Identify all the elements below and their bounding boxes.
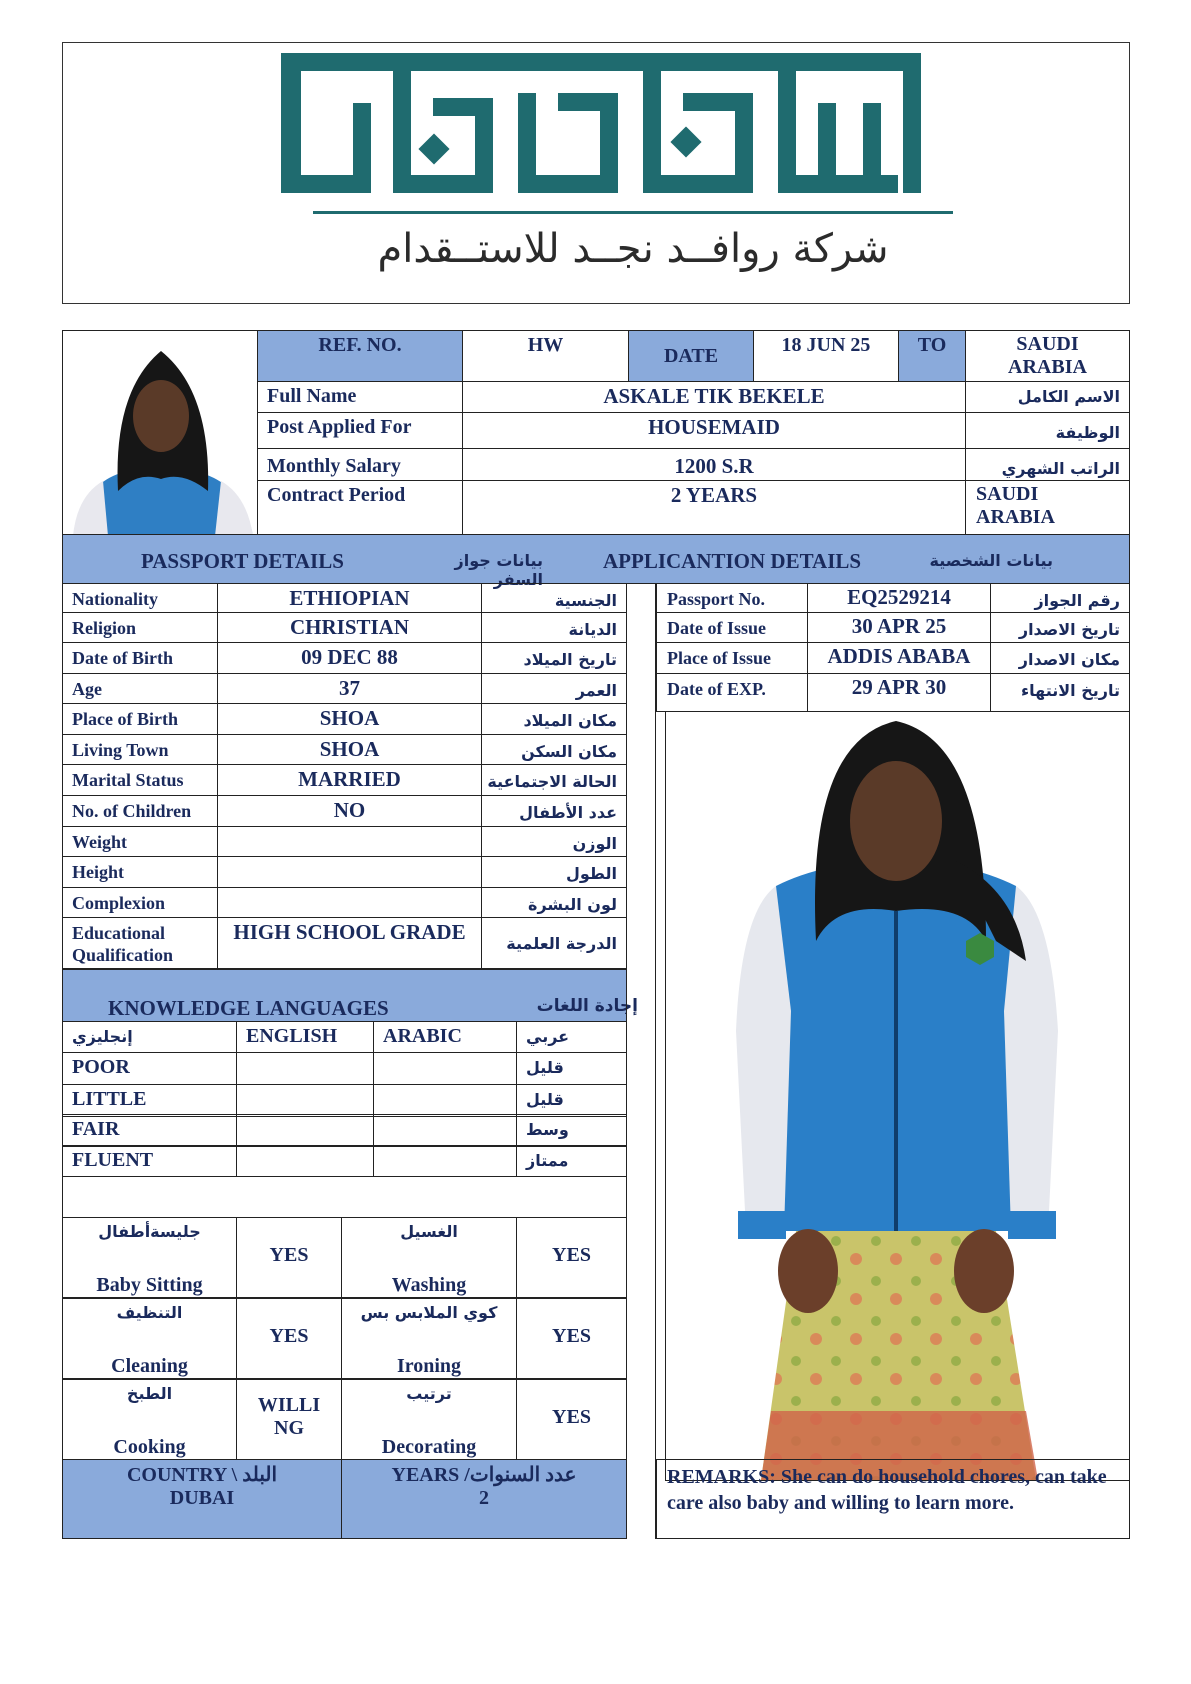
personal-label: Marital Status [62,764,218,796]
lang-col-arabic: ARABIC [373,1021,517,1053]
language-level: FAIR [62,1114,237,1147]
company-name: شركة روافــد نجــد للاستــقدام [377,226,889,272]
contract-label: Contract Period [257,480,463,535]
skill-right-ar: ترتيب [406,1384,452,1403]
language-english-cell [236,1084,374,1117]
skill-left-value: WILLI NG [236,1379,342,1460]
language-level-ar: قليل [516,1084,627,1117]
skill-right-en: Decorating [381,1436,477,1458]
language-level-ar: ممتاز [516,1145,627,1177]
post-label: Post Applied For [257,412,463,449]
skill-right-ar: كوي الملابس بس [360,1303,498,1322]
to-label: TO [898,330,966,382]
personal-value [217,856,482,888]
lang-col-english-ar: إنجليزي [62,1021,237,1053]
date-value: 18 JUN 25 [753,330,899,382]
salary-label: Monthly Salary [257,448,463,481]
applicant-photo-large-frame [665,711,1130,1481]
passport-value-ar: تاريخ الانتهاء [990,673,1130,712]
personal-label: Height [62,856,218,888]
personal-label: No. of Children [62,795,218,827]
personal-value-ar: العمر [481,673,627,704]
skill-right [341,1298,517,1379]
personal-value-ar: مكان السكن [481,734,627,765]
personal-value-ar: مكان الميلاد [481,703,627,735]
applicant-photo-large [666,711,1129,1480]
salary-value: 1200 S.R [462,448,966,481]
personal-label: Date of Birth [62,642,218,674]
remarks: REMARKS: She can do household chores, can take care also baby and willing to learn more. [656,1459,1130,1539]
languages-title: KNOWLEDGE LANGUAGES [108,996,389,1020]
to-value: SAUDI ARABIA [965,330,1130,382]
applicant-photo-small-frame [62,330,258,535]
passport-label: Passport No. [656,583,808,613]
full-name-label: Full Name [257,381,463,413]
personal-value: 09 DEC 88 [217,642,482,674]
skill-right-en: Washing [391,1274,467,1296]
full-name-ar: الاسم الكامل [965,381,1130,413]
skill-left-ar: جليسةأطفال [98,1222,201,1241]
personal-label: Educational Qualification [62,917,218,969]
skill-right [341,1379,517,1460]
application-details-title-ar: بيانات الشخصية [929,551,1053,570]
language-arabic-cell [373,1052,517,1085]
passport-value: ADDIS ABABA [807,642,991,674]
skill-left [62,1217,237,1298]
language-arabic-cell [373,1114,517,1147]
skill-left-en: Cleaning [111,1355,188,1377]
lang-col-english: ENGLISH [236,1021,374,1053]
skill-right [341,1217,517,1298]
personal-value: MARRIED [217,764,482,796]
skill-left [62,1379,237,1460]
passport-label: Date of EXP. [656,673,808,712]
applicant-photo-small [63,331,259,536]
ref-value: HW [462,330,629,382]
spacer-row [62,1176,627,1218]
personal-label: Complexion [62,887,218,918]
personal-label: Weight [62,826,218,857]
skill-left-value: YES [236,1217,342,1298]
personal-label: Place of Birth [62,703,218,735]
personal-value-ar: تاريخ الميلاد [481,642,627,674]
language-english-cell [236,1145,374,1177]
personal-label: Age [62,673,218,704]
skill-left-ar: التنظيف [116,1303,183,1322]
passport-value-ar: مكان الاصدار [990,642,1130,674]
skill-left [62,1298,237,1379]
language-arabic-cell [373,1084,517,1117]
languages-title-ar: إجادة اللغات [536,996,638,1016]
personal-value: SHOA [217,703,482,735]
years-value: 2 [479,1487,489,1509]
passport-value: EQ2529214 [807,583,991,613]
skill-right-value: YES [516,1379,627,1460]
personal-value [217,887,482,918]
personal-value [217,826,482,857]
personal-label: Religion [62,612,218,643]
personal-value: 37 [217,673,482,704]
experience-years [341,1459,627,1539]
section-bar [62,534,1130,589]
language-level: LITTLE [62,1084,237,1117]
personal-value-ar: الوزن [481,826,627,857]
language-arabic-cell [373,1145,517,1177]
skill-right-ar: الغسيل [400,1222,458,1241]
contract-country: SAUDI ARABIA [965,480,1130,535]
country-label: COUNTRY \ البلد [126,1464,278,1486]
years-label: YEARS /عدد السنوات [391,1464,577,1486]
personal-value-ar: الحالة الاجتماعية [481,764,627,796]
skill-left-en: Cooking [113,1436,186,1458]
passport-value-ar: تاريخ الاصدار [990,612,1130,643]
skill-right-value: YES [516,1298,627,1379]
personal-label: Living Town [62,734,218,765]
lang-col-arabic-ar: عربي [516,1021,627,1053]
application-details-title: APPLICANTION DETAILS [603,549,862,573]
language-level: FLUENT [62,1145,237,1177]
personal-value: CHRISTIAN [217,612,482,643]
personal-value-ar: عدد الأطفال [481,795,627,827]
post-value: HOUSEMAID [462,412,966,449]
column-divider [626,583,656,1539]
skill-left-value: YES [236,1298,342,1379]
passport-details-title: PASSPORT DETAILS [141,549,344,573]
skill-left-ar: الطبخ [126,1384,173,1403]
skill-left-en: Baby Sitting [96,1274,203,1296]
language-english-cell [236,1052,374,1085]
personal-label: Nationality [62,583,218,613]
personal-value-ar: الطول [481,856,627,888]
personal-value-ar: لون البشرة [481,887,627,918]
skill-right-en: Ironing [396,1355,462,1377]
language-level: POOR [62,1052,237,1085]
country-value: DUBAI [169,1487,235,1509]
passport-value: 29 APR 30 [807,673,991,712]
language-level-ar: وسط [516,1114,627,1147]
language-level-ar: قليل [516,1052,627,1085]
language-english-cell [236,1114,374,1147]
ref-label: REF. NO. [257,330,463,382]
personal-value-ar: الدرجة العلمية [481,917,627,969]
personal-value: SHOA [217,734,482,765]
post-ar: الوظيفة [965,412,1130,449]
date-label: DATE [628,330,754,382]
passport-label: Place of Issue [656,642,808,674]
personal-value: ETHIOPIAN [217,583,482,613]
personal-value-ar: الديانة [481,612,627,643]
salary-ar: الراتب الشهري [965,448,1130,481]
experience-country [62,1459,342,1539]
passport-value: 30 APR 25 [807,612,991,643]
languages-header [62,969,638,1022]
passport-details-title-ar: بيانات جواز السفر [454,551,543,589]
full-name-value: ASKALE TIK BEKELE [462,381,966,413]
personal-value: HIGH SCHOOL GRADE [217,917,482,969]
skill-right-value: YES [516,1217,627,1298]
logo-box [62,42,1130,304]
contract-value: 2 YEARS [462,480,966,535]
passport-label: Date of Issue [656,612,808,643]
personal-value-ar: الجنسية [481,583,627,613]
passport-value-ar: رقم الجواز [990,583,1130,613]
personal-value: NO [217,795,482,827]
